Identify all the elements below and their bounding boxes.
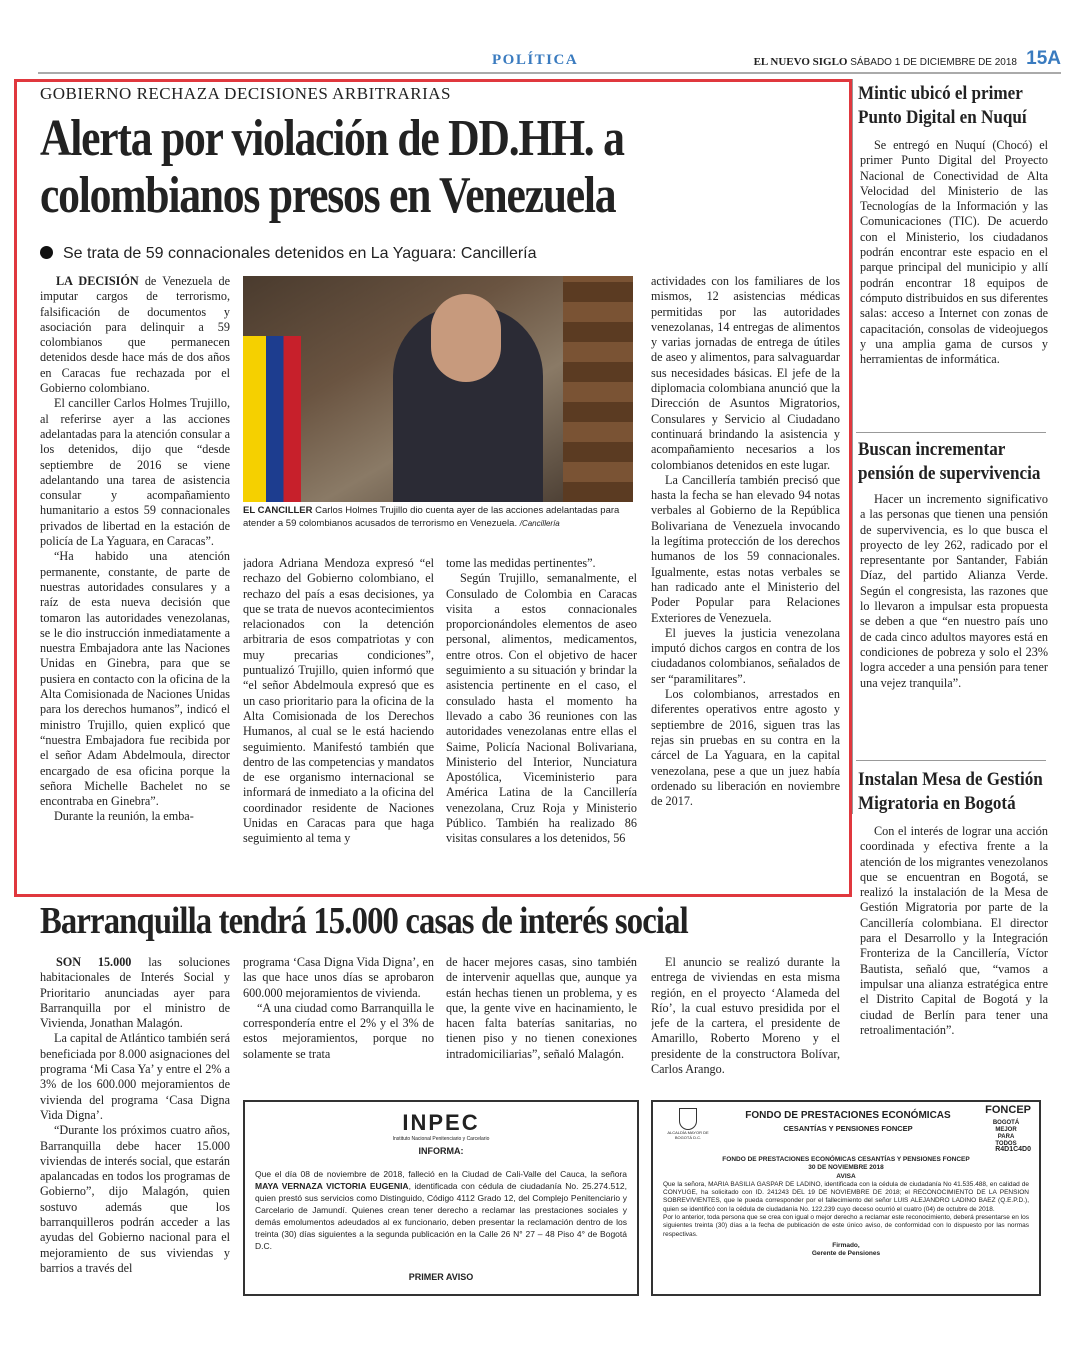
lede-bold: SON 15.000 [56, 955, 132, 969]
second-column-4 [651, 955, 840, 1090]
lead-paragraph: Los colombianos, arrestados en diferentes operativos entre agosto y septiembre de 2016, siguen tras las rejas sin pruebas en su contra en la cárcel de La Yaguara, en la capital venezolana, pese a que un juez había ordenado su liberación en noviembre de 2017. [651, 687, 840, 809]
second-paragraph: El anuncio se realizó durante la entrega de viviendas en esta misma región, en el proyecto ‘Alameda del Río’, la cual estuvo presidida por el jefe de la cartera, el presidente de Amarillo, Roberto Moreno y el presidente de la constructora Bolívar, Carlos Arango. [651, 955, 840, 1077]
sidebar-headline: Buscan incrementar pensión de supervivencia [858, 439, 1041, 484]
second-paragraph: de hacer mejores casas, sino también de intervenir aquellas que, aunque ya están hechas tienen un problema, y es que, la gente vive en hacinamiento, le hacen falta baterías sanitarias, no tienen piso y no tienen conexiones intradomiciliarias”, señaló Malagón. [446, 955, 637, 1061]
foncep-date: 30 DE NOVIEMBRE 2018 [808, 1164, 884, 1172]
lead-deck [40, 245, 537, 263]
caption-credit: /Cancillería [519, 518, 560, 528]
second-column-1 [40, 955, 230, 1295]
caption-bold: EL CANCILLER [243, 505, 313, 516]
second-column-3 [446, 955, 637, 1090]
inpec-logo [245, 1110, 637, 1142]
sidebar-paragraph: Con el interés de lograr una acción coordinada y efectiva frente a la atención de los migrantes venezolanos que se encuentran en Bogotá, se realizó la instalación de la Mesa de Gestión Migratoria por parte de la Cancillería colombiana. El director para el Desarrollo y la Integración Fronteriza de la Cancillería, Víctor Bautista, señaló que, “vamos a impulsar una alianza estratégica entre el Distrito Capital de Bogotá y la ciudad de Berlín para tener una retroalimentación”. [860, 824, 1048, 1037]
foncep-logo: FONCEP [985, 1104, 1031, 1116]
bullet-icon [40, 246, 53, 259]
sidebar-body [858, 492, 1048, 691]
sidebar-rule [856, 760, 1046, 761]
bogota-logo: BOGOTÁ MEJOR PARA TODOS [992, 1120, 1020, 1147]
inpec-body [245, 1156, 637, 1252]
lead-column-2 [243, 556, 434, 880]
inpec-footer: PRIMER AVISO [408, 1272, 474, 1282]
sidebar-divider [852, 79, 853, 814]
inpec-logo-text: INPEC [402, 1110, 480, 1135]
lede-text: de Venezuela de imputar cargos de terrorismo, falsificación de documentos y asociación para delinquir a 59 colombianos que permanecen detenidos desde hace más de dos años en Caracas fue rechazada por el Gobierno colombiano. [40, 274, 230, 396]
shield-icon [679, 1108, 697, 1130]
sidebar-headline: Instalan Mesa de Gestión Migratoria en Bogotá [858, 769, 1043, 814]
second-column-2 [243, 955, 434, 1090]
issue-date: SÁBADO 1 DE DICIEMBRE DE 2018 [850, 57, 1017, 68]
alcaldia-logo [663, 1108, 713, 1140]
foncep-title: FONDO DE PRESTACIONES ECONÓMICAS [745, 1110, 951, 1121]
lead-paragraph: La Cancillería también precisó que hasta la fecha se han elevado 94 notas verbales al Gobierno de la República Bolivariana de Venezuela invocando la legítima protección de los derechos humanos de los 59 connacionales. Igualmente, estas notas verbales se han radicado ante el Ministerio del Poder Popular para Relaciones Exteriores de Venezuela. [651, 472, 840, 625]
lead-paragraph: El jueves la justicia venezolana imputó dichos cargos en contra de los ciudadanos colombianos, señalados de ser “paramilitares”. [651, 625, 840, 686]
inpec-body-text: , identificada con cédula de ciudadanía No. 25.274.512, quien prestó sus servicios como Distinguido, Código 4112 Grado 12, del Complejo Penitenciario y Carcelario de Jamundí. Quienes crean tener derecho a reclamar las prestaciones sociales y demás emolumentos adeudados al ex funcionario, deben presentar la reclamación dentro de los treinta (30) días siguientes a la segunda publicación en la Calle 26 N° 27 – 48 Piso 4° de Bogotá D.C. [255, 1181, 628, 1251]
sidebar-story-1 [858, 82, 1048, 367]
sidebar-paragraph: Hacer un incremento significativo a las personas que tienen una pensión de supervivencia, es lo que busca el proyecto de ley 262, radicado por el representante por Santander, Fabián Díaz, del partido Alianza Verde. Según el congresista, las razones que lo llevaron a impulsar esta propuesta se deben a que “en nuestro país uno de cada cinco adultos mayores está en condiciones de pobreza y solo el 23% logra acceder a una pensión para tener una vejez tranquila”. [860, 492, 1048, 690]
bookshelf [563, 276, 633, 502]
foncep-subtitle: CESANTÍAS Y PENSIONES FONCEP [783, 1124, 913, 1133]
lead-deck-text: Se trata de 59 connacionales detenidos en La Yaguara: Cancillería [63, 245, 537, 262]
page-number: 15A [1026, 48, 1061, 69]
sidebar-headline: Mintic ubicó el primer Punto Digital en Nuquí [858, 83, 1027, 128]
lead-paragraph: “Ha habido una atención permanente, constante, de parte de nuestras autoridades consulares y a raíz de esta nueva decisión que tomaron las autoridades venezolanas, se le dio instrucción inmediatamente a nuestra Embajadora ante las Naciones Unidas en Ginebra, para que se pusiera en contacto con la oficina de la Alta Comisionada de Naciones Unidas para los derechos humanos”, indicó el ministro Trujillo, quien explicó que “nuestra Embajadora fue recibida por el señor Adam Abdelmoula, director encargado de esa oficina porque la señora Michelle Bachelet no se encontraba en Ginebra”. [40, 549, 230, 809]
inpec-logo-subtitle: Instituto Nacional Penitenciario y Carcelario [392, 1136, 490, 1142]
lead-paragraph: tome las medidas pertinentes”. [446, 556, 596, 570]
colombia-flag [243, 336, 301, 502]
foncep-signer: Gerente de Pensiones [811, 1250, 881, 1258]
header-rule [38, 72, 1061, 74]
sidebar-rule [856, 432, 1046, 433]
second-paragraph: programa ‘Casa Digna Vida Digna’, en las que hace unos días se aprobaron 600.000 mejoramientos de vivienda. [243, 955, 434, 1000]
lead-headline: Alerta por violación de DD.HH. a colombianos presos en Venezuela [40, 110, 624, 224]
lede-bold: LA DECISIÓN [56, 274, 139, 288]
lead-paragraph: actividades con los familiares de los mismos, 12 asistencias médicas permitidas por las autoridades venezolanas, 14 entregas de alimentos y varias jornadas de entrega de útiles de aseo y alimentos, para salvaguardar sus necesidades básicas. El jefe de la diplomacia colombiana anunció que la Dirección de Asuntos Migratorios, Consulares y Servicio al Ciudadano continuará brindando la asistencia y acompañamiento necesarios a los colombianos detenidos en este lugar. [651, 274, 840, 472]
inpec-notice [243, 1100, 639, 1296]
caption-text: Carlos Holmes Trujillo dio cuenta ayer de las acciones adelantadas para atender a 59 colombianos acusados de terrorismo en Venezuela. [243, 505, 620, 529]
foncep-body-text: Que la señora, MARIA BASILIA GASPAR DE LADINO, identificada con la cédula de ciudadanía No 41.535.488, en calidad de CONYUGE, ha solicitado con ID. 241243 DEL 19 DE NOVIEMBRE DE 2018; el RECONOCIMIENTO DE LA PENSION SOBREVIVIENTES, que le pueda corresponder por el fallecimiento del señor LUIS ALEJANDRO LADINO BAEZ (Q.E.P.D.), quien se identificó con la cédula de ciudadanía No. 122.239 cuyo deceso ocurrió el cuatro (04) de octubre de 2018. [663, 1180, 1029, 1213]
second-paragraph: “Durante los próximos cuatro años, Barranquilla debe hacer 15.000 viviendas de interés social, que estarán apalancadas en todos los programas de Gobierno”, dijo Malagón, quien sostuvo además que los barranquilleros podrán acceder a las ayudas del Gobierno nacional para el mejoramiento de sus viviendas y barrios a través del [40, 1123, 230, 1275]
lead-paragraph: Según Trujillo, semanalmente, el Consulado de Colombia en Caracas visita a estos connacionales proporcionándoles elementos de aseo personal, alimentos, medicamentos, entre otros. Con el objetivo de hacer seguimiento a su situación y brindar la asistencia pertinente en el caso, el consulado hasta el momento ha llevado a cabo 36 reuniones con las autoridades venezolanas entre ellas el Saime, Policía Nacional Bolivariana, Ministerio del Interior, Nunciatura Apostólica, Viceministerio para América Latina de la Cancillería venezolana, Cruz Roja y Ministerio Público. También ha realizado 86 visitas consulares a los detenidos, 56 [446, 571, 637, 846]
inpec-body-text: Que el día 08 de noviembre de 2018, falleció en la Ciudad de Cali-Valle del Cauca, la señora [255, 1169, 627, 1179]
foncep-body [663, 1156, 1029, 1259]
alcaldia-text: ALCALDÍA MAYOR DE BOGOTÁ D.C. [667, 1130, 709, 1140]
lead-paragraph: jadora Adriana Mendoza expresó “el rechazo del Gobierno colombiano, el rechazo del país a esas decisiones, ya que se trata de nuevos acontecimientos relacionados con la detención arbitraria de esos compatriotas y con muy precarias condiciones”, puntualizó Trujillo, quien informó que “el señor Abdelmoula expresó que es un caso prioritario para la oficina de la Alta Comisionada de los Derechos Humanos, al cual se le está haciendo seguimiento. Manifestó también que dentro de las competencias y mandatos de ese organismo internacional se informará de inmediato a la oficina del coordinador residente de Naciones Unidas en Caracas para que haga seguimiento al tema y [243, 556, 434, 846]
dateline [754, 56, 1017, 68]
foncep-signed: Firmado, [832, 1241, 860, 1249]
lead-paragraph [40, 274, 230, 396]
paper-name: EL NUEVO SIGLO [753, 56, 848, 68]
chancellor-face [431, 294, 501, 382]
photo-caption [243, 505, 633, 530]
lead-kicker: GOBIERNO RECHAZA DECISIONES ARBITRARIAS [40, 84, 451, 103]
lead-paragraph: El canciller Carlos Holmes Trujillo, al referirse ayer a las acciones adelantadas para la atención consular a los detenidos, dijo que “desde septiembre de 2016 se viene adelantando una tarea de asistencia consular y acompañamiento humanitario a estos 59 connacionales privados de libertad en la estación de policía de La Yaguara, en Caracas”. [40, 396, 230, 549]
lead-column-4 [651, 274, 840, 880]
lead-column-3 [446, 556, 637, 880]
lede-text: las soluciones habitacionales de Interés Social y Prioritario anunciadas ayer para Barranquilla por el ministro de Vivienda, Jonathan Malagón. [40, 955, 230, 1031]
section-label: POLÍTICA [492, 52, 579, 68]
foncep-body-text: Por lo anterior, toda persona que se crea con igual o mejor derecho a reclamar este reconocimiento, deberá presentarse en los siguientes treinta (30) días a la fecha de publicación de este único aviso, de conformidad con lo dispuesto por las normas respectivas. [663, 1214, 1030, 1238]
inpec-title: INFORMA: [418, 1146, 464, 1156]
second-headline: Barranquilla tendrá 15.000 casas de interés social [40, 900, 688, 942]
second-paragraph [40, 955, 230, 1031]
sidebar-body [858, 138, 1048, 367]
foncep-code: R4D1C4D0 [995, 1146, 1031, 1153]
second-paragraph: La capital de Atlántico también será beneficiada por 8.000 asignaciones del programa ‘Mi Casa Ya’ y entre el 2% a 3% de los 600.000 mejoramientos de vivienda del programa ‘Casa Digna Vida Digna’. [40, 1031, 230, 1122]
foncep-aviso: AVISA [836, 1172, 856, 1180]
chancellor-photo [243, 276, 633, 502]
lead-column-1 [40, 274, 230, 880]
inpec-name: MAYA VERNAZA VICTORIA EUGENIA [255, 1181, 409, 1191]
foncep-notice [651, 1100, 1041, 1296]
lead-paragraph: Durante la reunión, la emba- [54, 809, 194, 824]
sidebar-paragraph: Se entregó en Nuquí (Chocó) el primer Punto Digital del Proyecto Nacional de Conectividad de Alta Velocidad del Ministerio de las Tecnologías de la Información y las Comunicaciones (TIC). De acuerdo con el Ministerio, los ciudadanos podrán encontrar este espacio en el parque principal del municipio y allí podrán encontrar 18 equipos de cómputo distribuidos en sus diferentes salas: acceso a Internet con zonas de capacitación, consolas de videojuegos y una amplia gama de cursos y herramientas de informática. [860, 138, 1048, 367]
second-paragraph: “A una ciudad como Barranquilla le correspondería entre el 2% y el 3% de estos mejoramientos, porque no solamente se trata [243, 1000, 434, 1061]
sidebar-body [858, 824, 1048, 1038]
sidebar-story-3 [858, 768, 1048, 1038]
foncep-heading: FONDO DE PRESTACIONES ECONÓMICAS CESANTÍAS Y PENSIONES FONCEP [722, 1156, 970, 1163]
sidebar-story-2 [858, 438, 1048, 691]
